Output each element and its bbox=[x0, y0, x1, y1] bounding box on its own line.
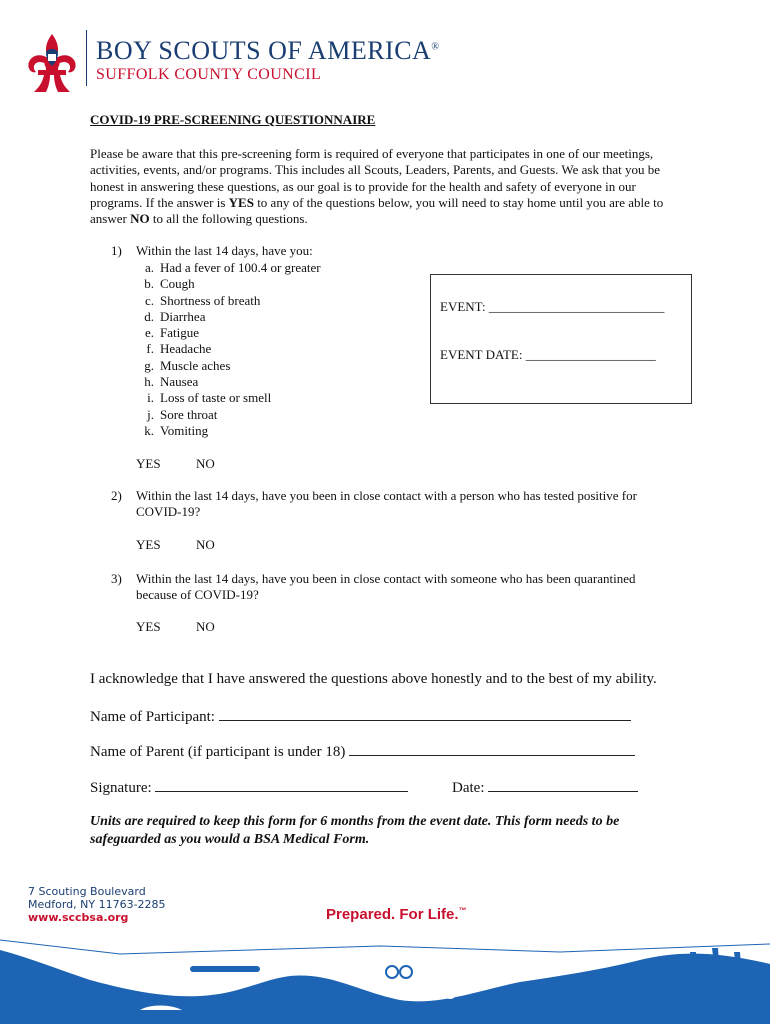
bike-wheel-icon bbox=[430, 986, 442, 998]
question-2-no[interactable]: NO bbox=[196, 537, 215, 552]
bike-wheel-icon bbox=[400, 966, 412, 978]
tagline: Prepared. For Life.™ bbox=[326, 906, 467, 923]
question-3-yes[interactable]: YES bbox=[136, 619, 161, 634]
list-item: i. Loss of taste or smell bbox=[147, 390, 272, 406]
participant-label: Name of Participant: bbox=[90, 709, 215, 725]
zipline-figure-icon bbox=[60, 962, 72, 970]
trademark-mark: ™ bbox=[458, 906, 467, 915]
question-3-text-cont: because of COVID-19? bbox=[136, 587, 259, 602]
question-1-text: Within the last 14 days, have you: bbox=[136, 243, 313, 258]
address-line-2: Medford, NY 11763-2285 bbox=[28, 898, 166, 911]
intro-paragraph: Please be aware that this pre-screening form is required of everyone that participates in one of our meetings, activities, events, and/or programs. This includes all Scouts, Leaders, Parents, and Guests. We ask that you be honest in answering these questions, as our goal is to provide for the health and safety of everyone in our programs. If the answer is YES to any of the questions below, you will need to stay home until you are able to answer NO to all the following questions. bbox=[90, 146, 664, 227]
registered-mark: ® bbox=[431, 41, 440, 53]
signature-row bbox=[90, 777, 408, 797]
list-item: b. Cough bbox=[144, 276, 195, 292]
question-1-yes[interactable]: YES bbox=[136, 456, 161, 471]
participant-row bbox=[90, 706, 631, 726]
council-name: SUFFOLK COUNTY COUNCIL bbox=[96, 66, 322, 83]
parent-name-field[interactable] bbox=[349, 741, 635, 756]
parent-label: Name of Parent (if participant is under 18) bbox=[90, 744, 346, 760]
event-field[interactable]: EVENT: ___________________________ bbox=[440, 299, 665, 314]
website-link[interactable]: www.sccbsa.org bbox=[28, 911, 129, 924]
question-3-no[interactable]: NO bbox=[196, 619, 215, 634]
list-item: a. Had a fever of 100.4 or greater bbox=[144, 260, 321, 275]
bike-wheel-icon bbox=[386, 966, 398, 978]
acknowledgement-text: I acknowledge that I have answered the questions above honestly and to the best of my ability. bbox=[90, 671, 657, 687]
list-item: c. Shortness of breath bbox=[144, 292, 261, 308]
org-name: BOY SCOUTS OF AMERICA® bbox=[96, 36, 440, 65]
signature-label: Signature: bbox=[90, 780, 152, 796]
list-item: h. Nausea bbox=[144, 374, 199, 390]
question-3-number: 3) bbox=[111, 571, 122, 586]
list-item: k. Vomiting bbox=[144, 422, 209, 438]
list-item: g. Muscle aches bbox=[144, 357, 231, 373]
retention-note: Units are required to keep this form for 6 months from the event date. This form needs to be safeguarded as you would a BSA Medical Form. bbox=[90, 814, 620, 847]
list-item: j. Sore throat bbox=[147, 406, 218, 422]
symptom-list bbox=[130, 260, 321, 439]
question-3-text: Within the last 14 days, have you been in close contact with someone who has been quarantined bbox=[136, 571, 636, 586]
bsa-fleur-de-lis-logo bbox=[24, 32, 80, 96]
bike-wheel-icon bbox=[444, 986, 456, 998]
question-2-yes[interactable]: YES bbox=[136, 537, 161, 552]
question-2-number: 2) bbox=[111, 488, 122, 503]
header-divider bbox=[86, 30, 87, 86]
question-2-text: Within the last 14 days, have you been in close contact with a person who has tested positive for bbox=[136, 488, 637, 503]
question-1-number: 1) bbox=[111, 243, 122, 258]
list-item: f. Headache bbox=[146, 341, 212, 357]
question-1-no[interactable]: NO bbox=[196, 456, 215, 471]
date-row bbox=[452, 777, 638, 797]
event-box bbox=[430, 274, 692, 404]
list-item: d. Diarrhea bbox=[144, 308, 206, 324]
date-label: Date: bbox=[452, 780, 485, 796]
participant-name-field[interactable] bbox=[219, 706, 631, 721]
parent-row bbox=[90, 741, 635, 761]
signature-field[interactable] bbox=[155, 777, 408, 792]
date-field[interactable] bbox=[488, 777, 638, 792]
canoe-icon bbox=[190, 966, 260, 972]
list-item: e. Fatigue bbox=[144, 325, 199, 341]
address-line-1: 7 Scouting Boulevard bbox=[28, 885, 146, 898]
form-title: COVID-19 PRE-SCREENING QUESTIONNAIRE bbox=[90, 112, 376, 127]
question-2-text-cont: COVID-19? bbox=[136, 504, 201, 519]
outdoor-scene-illustration bbox=[0, 930, 770, 1024]
event-date-field[interactable]: EVENT DATE: ____________________ bbox=[440, 347, 656, 362]
